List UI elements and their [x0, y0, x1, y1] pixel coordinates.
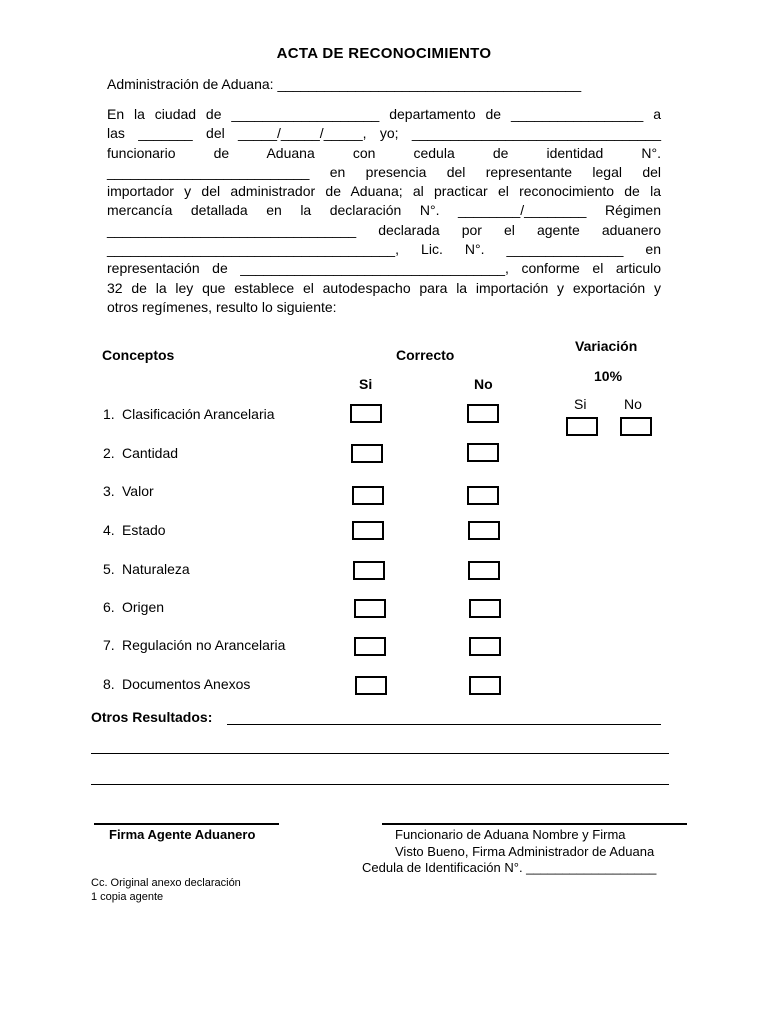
variacion-no-label: No: [624, 396, 642, 412]
no-checkbox[interactable]: [467, 443, 499, 462]
copia-note: 1 copia agente: [91, 891, 164, 903]
si-header: Si: [359, 376, 373, 392]
intro-paragraph: [107, 105, 661, 317]
document-title: ACTA DE RECONOCIMIENTO: [276, 45, 492, 62]
si-checkbox[interactable]: [354, 637, 386, 656]
paragraph-line: __________________________ en presencia del representante legal del: [107, 163, 661, 180]
si-checkbox[interactable]: [354, 599, 386, 618]
concept-item: 8. Documentos Anexos: [103, 676, 251, 692]
no-header: No: [474, 376, 493, 392]
variacion-header: Variación: [575, 338, 638, 354]
agent-signature-line: [94, 823, 279, 825]
concept-item: 7. Regulación no Arancelaria: [103, 637, 286, 653]
paragraph-line: otros regímenes, resulto lo siguiente:: [107, 298, 337, 315]
no-checkbox[interactable]: [467, 486, 499, 505]
paragraph-line: representación de __________________________________, conforme el articulo: [107, 260, 661, 277]
no-checkbox[interactable]: [468, 561, 500, 580]
conceptos-header: Conceptos: [102, 347, 175, 363]
cedula-label: Cedula de Identificación N°. __________________: [362, 860, 657, 875]
visto-bueno-label: Visto Bueno, Firma Administrador de Aduana: [395, 844, 655, 859]
otros-resultados-line[interactable]: [227, 724, 661, 725]
paragraph-line: las _______ del _____/_____/_____, yo; ________________________________: [107, 125, 661, 142]
no-checkbox[interactable]: [468, 521, 500, 540]
si-checkbox[interactable]: [351, 444, 383, 463]
si-checkbox[interactable]: [353, 561, 385, 580]
otros-resultados-line[interactable]: [91, 753, 669, 754]
agent-signature-label: Firma Agente Aduanero: [109, 827, 256, 842]
otros-resultados-line[interactable]: [91, 784, 669, 785]
concept-item: 3. Valor: [103, 483, 154, 499]
si-checkbox[interactable]: [355, 676, 387, 695]
paragraph-line: En la ciudad de ___________________ departamento de _________________ a: [107, 106, 661, 122]
no-checkbox[interactable]: [469, 637, 501, 656]
admin-aduana-line: Administración de Aduana: _______________________________________: [107, 76, 582, 92]
funcionario-label: Funcionario de Aduana Nombre y Firma: [395, 827, 626, 842]
no-checkbox[interactable]: [469, 599, 501, 618]
paragraph-line: importador y del administrador de Aduana; al practicar el reconocimiento de la: [107, 183, 661, 200]
variacion-percent: 10%: [594, 368, 623, 384]
variacion-no-checkbox[interactable]: [620, 417, 652, 436]
paragraph-line: 32 de la ley que establece el autodespacho para la importación y exportación y: [107, 279, 661, 296]
paragraph-line: funcionario de Aduana con cedula de identidad N°.: [107, 144, 661, 161]
concept-item: 6. Origen: [103, 599, 165, 615]
variacion-si-label: Si: [574, 396, 587, 412]
otros-resultados-label: Otros Resultados:: [91, 709, 213, 725]
concept-item: 5. Naturaleza: [103, 561, 190, 577]
concept-item: 4. Estado: [103, 522, 166, 538]
concept-item: 2. Cantidad: [103, 445, 179, 461]
si-checkbox[interactable]: [352, 521, 384, 540]
variacion-si-checkbox[interactable]: [566, 417, 598, 436]
no-checkbox[interactable]: [467, 404, 499, 423]
paragraph-line: mercancía detallada en la declaración N°. ________/________ Régimen: [107, 202, 661, 219]
cc-note: Cc. Original anexo declaración: [91, 877, 241, 889]
correcto-header: Correcto: [396, 347, 455, 363]
si-checkbox[interactable]: [350, 404, 382, 423]
concept-item: 1. Clasificación Arancelaria: [103, 406, 275, 422]
si-checkbox[interactable]: [352, 486, 384, 505]
paragraph-line: ________________________________ declarada por el agente aduanero: [107, 221, 661, 238]
paragraph-line: _____________________________________, Lic. N°. _______________ en: [107, 241, 661, 258]
no-checkbox[interactable]: [469, 676, 501, 695]
funcionario-signature-line: [382, 823, 687, 825]
